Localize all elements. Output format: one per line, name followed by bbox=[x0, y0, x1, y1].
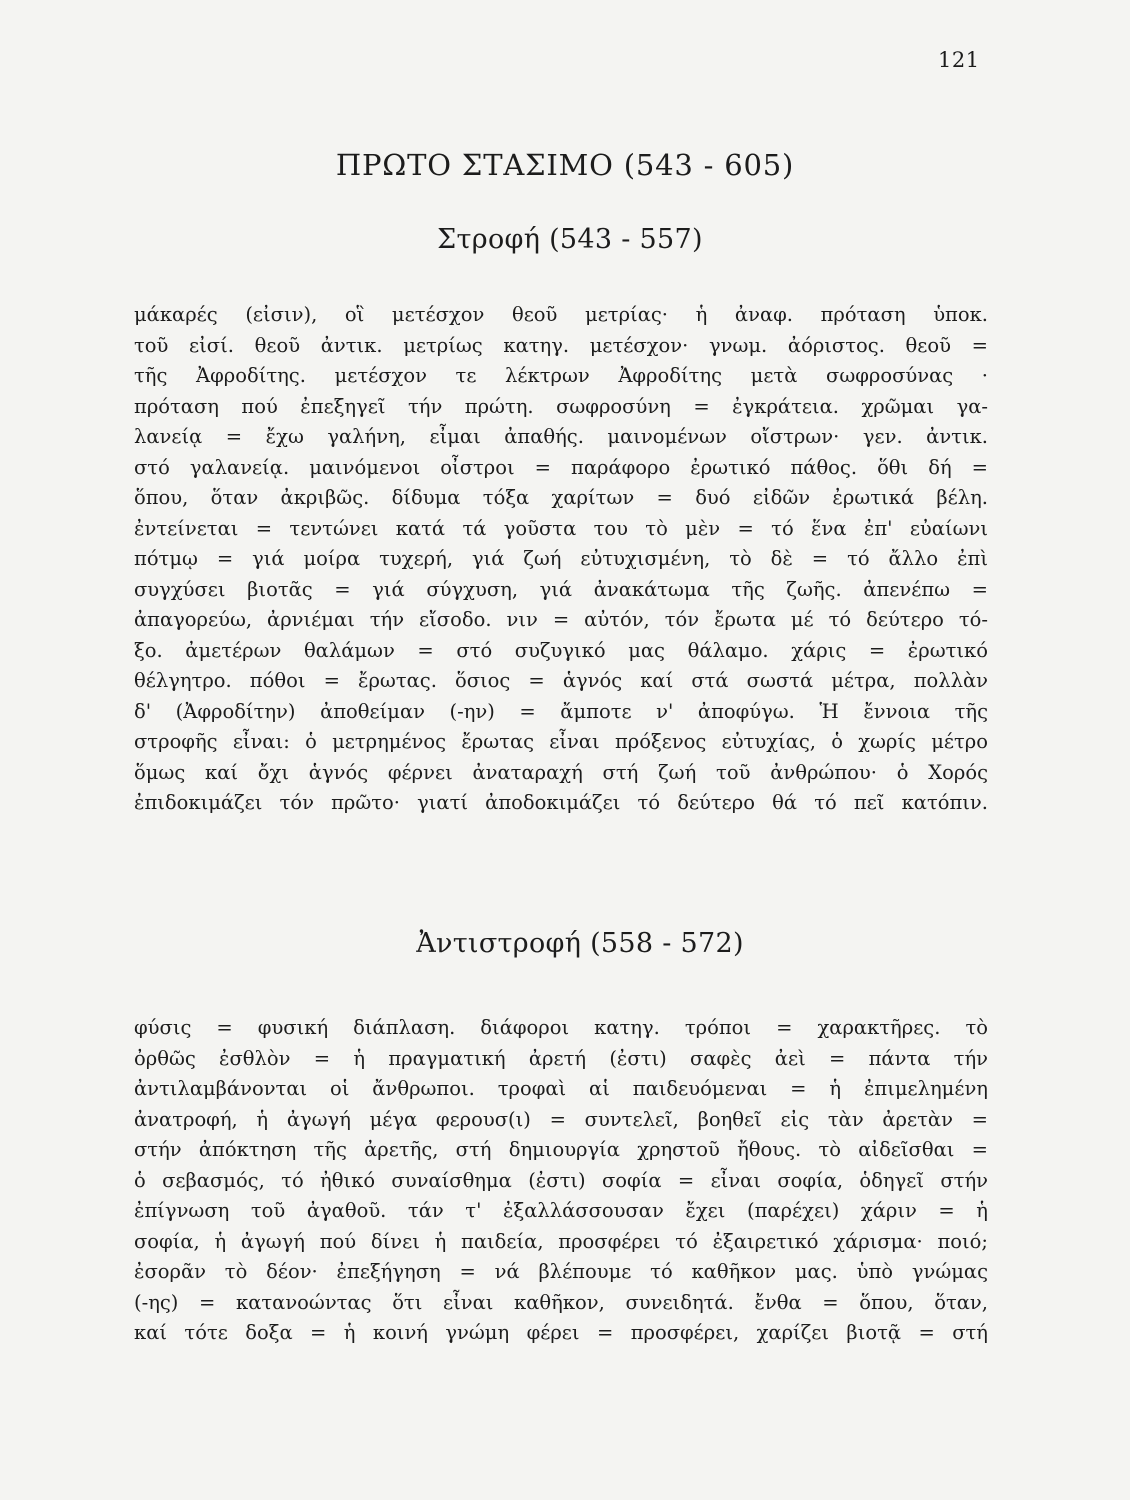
text-line: ἐπίγνωση τοῦ ἀγαθοῦ. τάν τ' ἐξαλλάσσουσαν ἔχει (παρέχει) χάριν = ἡ bbox=[134, 1199, 988, 1222]
antistrophe-heading: Ἀντιστροφή (558 - 572) bbox=[416, 928, 744, 959]
strophe-heading: Στροφή (543 - 557) bbox=[437, 224, 703, 255]
text-line: στήν ἀπόκτηση τῆς ἀρετῆς, στή δημιουργία χρηστοῦ ἤθους. τὸ αἰδεῖσθαι = bbox=[134, 1138, 988, 1161]
text-line: ἐπιδοκιμάζει τόν πρῶτο· γιατί ἀποδοκιμάζει τό δεύτερο θά τό πεῖ κατόπιν. bbox=[134, 791, 988, 814]
text-line: ὅπου, ὅταν ἀκριβῶς. δίδυμα τόξα χαρίτων = δυό εἰδῶν ἐρωτικά βέλη. bbox=[134, 486, 988, 509]
text-line: ἐσορᾶν τὸ δέον· ἐπεξήγηση = νά βλέπουμε τό καθῆκον μας. ὑπὸ γνώμας bbox=[134, 1260, 988, 1283]
text-line: δ' (Ἀφροδίτην) ἀποθείμαν (-ην) = ἄμποτε ν' ἀποφύγω. Ἡ ἔννοια τῆς bbox=[134, 699, 988, 723]
text-line: σοφία, ἡ ἀγωγή πού δίνει ἡ παιδεία, προσφέρει τό ἐξαιρετικό χάρισμα· ποιό; bbox=[134, 1229, 988, 1253]
text-line: καί τότε δοξα = ἡ κοινή γνώμη φέρει = προσφέρει, χαρίζει βιοτᾷ = στή bbox=[134, 1321, 988, 1344]
section-title: ΠΡΩΤΟ ΣΤΑΣΙΜΟ (543 - 605) bbox=[335, 148, 795, 182]
text-line: (-ης) = κατανοώντας ὅτι εἶναι καθῆκον, συνειδητά. ἔνθα = ὅπου, ὅταν, bbox=[134, 1290, 988, 1314]
text-line: ἀπαγορεύω, ἀρνιέμαι τήν εἴσοδο. νιν = αὐτόν, τόν ἔρωτα μέ τό δεύτερο τό- bbox=[134, 608, 988, 631]
text-line: ἀνατροφή, ἡ ἀγωγή μέγα φερουσ(ι) = συντελεῖ, βοηθεῖ εἰς τὰν ἀρετὰν = bbox=[134, 1107, 988, 1131]
text-line: ὀρθῶς ἐσθλὸν = ἡ πραγματική ἀρετή (ἐστι) σαφὲς ἀεὶ = πάντα τήν bbox=[134, 1046, 988, 1070]
text-line: τοῦ εἰσί. θεοῦ ἀντικ. μετρίως κατηγ. μετέσχον· γνωμ. ἀόριστος. θεοῦ = bbox=[134, 333, 988, 357]
text-line: ξο. ἀμετέρων θαλάμων = στό συζυγικό μας θάλαμο. χάρις = ἐρωτικό bbox=[134, 638, 988, 662]
text-line: λανείᾳ = ἔχω γαλήνη, εἶμαι ἀπαθής. μαινομένων οἴστρων· γεν. ἀντικ. bbox=[134, 425, 988, 448]
text-line: συγχύσει βιοτᾶς = γιά σύγχυση, γιά ἀνακάτωμα τῆς ζωῆς. ἀπενέπω = bbox=[134, 577, 988, 601]
strophe-commentary bbox=[134, 300, 988, 819]
text-line: τῆς Ἀφροδίτης. μετέσχον τε λέκτρων Ἀφροδίτης μετὰ σωφροσύνας · bbox=[134, 364, 988, 387]
text-line: πρόταση πού ἐπεξηγεῖ τήν πρώτη. σωφροσύνη = ἐγκράτεια. χρῶμαι γα- bbox=[134, 394, 988, 418]
page-number: 121 bbox=[938, 48, 980, 72]
antistrophe-commentary bbox=[134, 1013, 988, 1349]
text-line: μάκαρές (εἰσιν), οἳ μετέσχον θεοῦ μετρίας· ἡ ἀναφ. πρόταση ὑποκ. bbox=[134, 303, 988, 326]
text-line: στό γαλανείᾳ. μαινόμενοι οἶστροι = παράφορο ἐρωτικό πάθος. ὅθι δή = bbox=[134, 455, 988, 479]
text-line: φύσις = φυσική διάπλαση. διάφοροι κατηγ. τρόποι = χαρακτῆρες. τὸ bbox=[134, 1016, 988, 1039]
text-line: στροφῆς εἶναι: ὁ μετρημένος ἔρωτας εἶναι πρόξενος εὐτυχίας, ὁ χωρίς μέτρο bbox=[134, 730, 988, 753]
text-line: ὅμως καί ὄχι ἁγνός φέρνει ἀναταραχή στή ζωή τοῦ ἀνθρώπου· ὁ Χορός bbox=[134, 760, 988, 784]
text-line: πότμῳ = γιά μοίρα τυχερή, γιά ζωή εὐτυχισμένη, τὸ δὲ = τό ἄλλο ἐπὶ bbox=[134, 547, 988, 570]
text-line: ὁ σεβασμός, τό ἠθικό συναίσθημα (ἐστι) σοφία = εἶναι σοφία, ὁδηγεῖ στήν bbox=[134, 1168, 988, 1192]
text-line: θέλγητρο. πόθοι = ἔρωτας. ὅσιος = ἁγνός καί στά σωστά μέτρα, πολλὰν bbox=[134, 669, 988, 692]
text-line: ἐντείνεται = τεντώνει κατά τά γοῦστα του τὸ μὲν = τό ἕνα ἐπ' εὐαίωνι bbox=[134, 516, 988, 540]
text-line: ἀντιλαμβάνονται οἱ ἄνθρωποι. τροφαὶ αἱ παιδευόμεναι = ἡ ἐπιμελημένη bbox=[134, 1077, 988, 1100]
